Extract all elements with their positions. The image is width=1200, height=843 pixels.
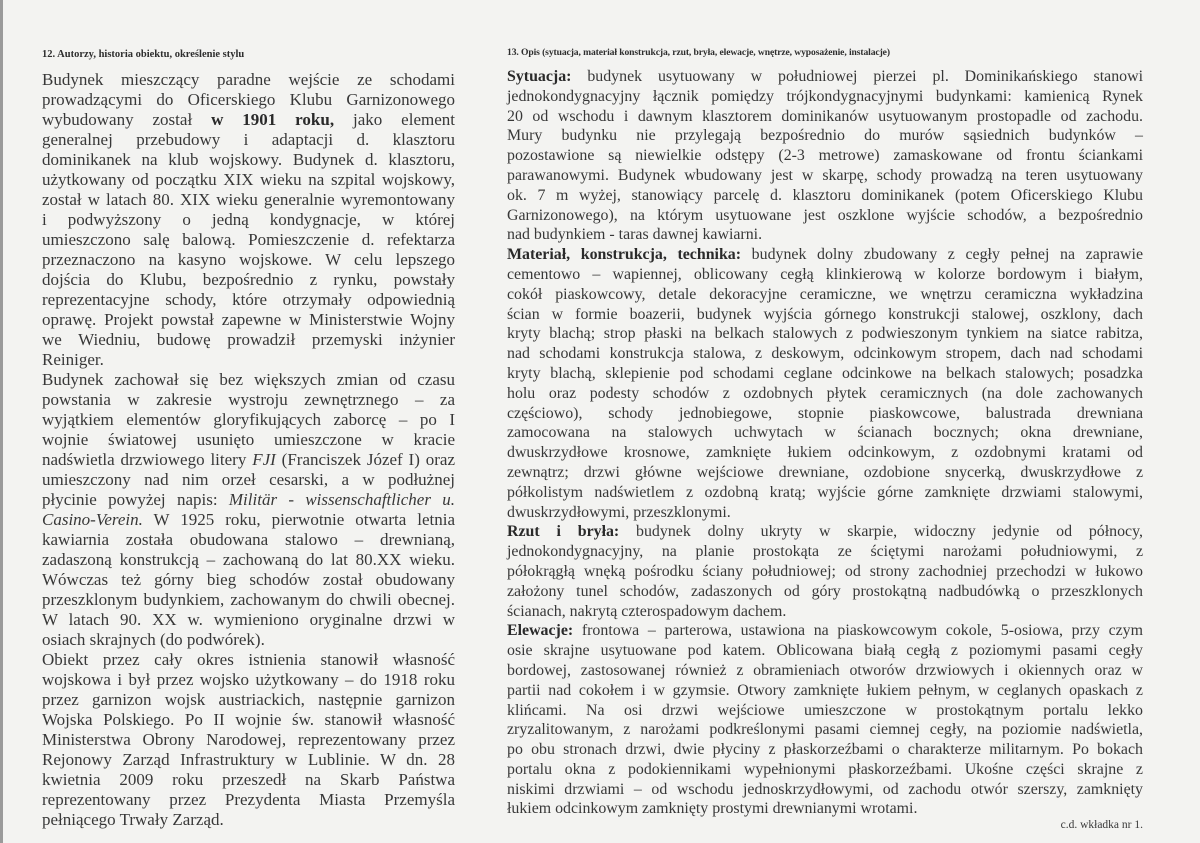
text-segment: łukiem odcinkowym zamknięty prostymi drewnianymi wrotami. [507,800,918,818]
text-line [42,670,455,690]
text-segment: jednokondygnacyjny, na planie prostokąta ze ściętymi narożami południowymi, z [507,543,1143,561]
text-segment: cokół piaskowcowy, detale dekoracyjne ceramiczne, we wnętrzu ceramiczna wykładzina [507,285,1143,303]
text-line [507,542,1143,562]
text-line [507,206,1143,226]
text-segment: Budynek zachował się bez większych zmian od czasu [42,370,455,389]
bold-text: w 1901 roku, [211,110,335,129]
text-segment: częściowo), schody jednobiegowe, stopnie piaskowcowe, balustrada drewniana [507,404,1143,422]
text-line [507,582,1143,602]
text-segment: został w latach 80. XIX wieku generalnie wyremontowany [42,190,455,209]
text-line [507,681,1143,701]
text-segment: zryzalitowanym, z narożami podkreślonymi pasami ciemnej cegły, na poziomie nadświetla, [507,721,1143,739]
text-line [42,90,455,110]
text-segment: płycinie powyżej napis: [42,490,229,509]
text-segment: wyjątkiem elementów gloryfikujących zaborcę – po I [42,410,455,429]
text-segment: kryty blachą, sklepienie pod schodami ceglane odcinkowe na belkach stalowych; posadzka [507,364,1143,382]
text-segment: przez garnizon wojsk austriackich, następnie garnizon [42,690,455,709]
text-segment: klińcami. Na osi drzwi wejściowe umieszczone w prostokątnym portalu lekko [507,701,1143,719]
text-segment: budynek usytuowany w południowej pierzei pl. Dominikańskiego stanowi [571,68,1143,85]
text-line [507,404,1143,424]
text-line [507,780,1143,800]
text-segment: Mury budynku nie przylegają bezpośrednio do murów sąsiednich budynków – [507,127,1143,145]
text-line [42,550,455,570]
text-segment: oprawę. Projekt powstał zapewne w Ministerstwie Wojny [42,310,455,329]
text-segment: półkolistym nadświetlem z ozdobną kratą; wyjście górne zamknięte drzwiami stalowymi, [507,483,1143,501]
text-line [42,290,455,310]
bold-text: Sytuacja: [507,68,572,85]
text-segment: reprezentacyjne schody, które otrzymały odpowiednią [42,290,455,309]
text-segment: holu oraz podesty schodów z ozdobnych płytek ceramicznych (na dole zachowanych [507,384,1143,402]
text-line [42,750,455,770]
text-segment: W latach 90. XX w. wymieniono oryginalne drzwi w [42,610,455,629]
text-line [42,650,455,670]
text-segment: przeszklonym budynkiem, zachowanym do chwili obecnej. [42,590,455,609]
scan-edge [0,0,3,843]
text-line [42,610,455,630]
text-line [507,324,1143,344]
text-line [42,190,455,210]
text-line [507,107,1143,127]
text-line [42,570,455,590]
text-segment: bordowej, zastosowanej również z obramieniach otworów drzwiowych i okiennych oraz w [507,661,1143,679]
text-segment: użytkowany od początku XIX wieku na szpital wojskowy, [42,170,455,189]
text-line [507,265,1143,285]
text-segment: parawanowymi. Budynek wbudowany jest w skarpę, schody prowadzą na teren usytuowany [507,166,1143,184]
text-segment: dominikanek na klub wojskowy. Budynek d. klasztoru, [42,150,455,169]
text-line [507,661,1143,681]
text-segment: osie skrajne usytuowane pod katem. Oblicowana białą cegłą z poziomymi pasami cegły [507,642,1143,660]
text-segment: generalnej przebudowy i adaptacji d. klasztoru [42,130,455,149]
text-line [507,146,1143,166]
text-line [507,720,1143,740]
text-line [42,690,455,710]
text-line [42,250,455,270]
text-segment: (Franciszek Józef I) oraz [275,450,455,469]
text-segment: frontowa – parterowa, ustawiona na piaskowcowym cokole, 5-osiowa, przy czym [573,622,1143,640]
text-line [42,450,455,470]
text-line [507,384,1143,404]
text-line [507,166,1143,186]
text-line [42,70,455,90]
text-segment: zadaszoną konstrukcją – zachowaną do lat 80.XX wieku. [42,550,455,569]
text-segment: Reiniger. [42,350,104,369]
text-line [507,463,1143,483]
text-line [42,590,455,610]
bold-text: Materiał, konstrukcja, technika: [507,246,742,264]
text-segment: Garnizonowego), na którym usytuowane jest oszklone wyjście schodów, a bezpośrednio [507,206,1143,224]
text-line [507,443,1143,463]
text-segment: osiach skrajnych (do podwórek). [42,630,265,649]
text-line [42,170,455,190]
text-segment: niskimi drzwiami – od wschodu jednoskrzydłowymi, od zachodu otwór szerszy, zamknięty [507,780,1143,798]
text-line [507,483,1143,503]
section-12-heading: 12. Autorzy, historia obiektu, określenie stylu [42,49,245,60]
text-segment: zewnątrz; drzwi główne wejściowe drewniane, ozdobione snycerką, dwuskrzydłowe z [507,463,1143,481]
text-line [42,210,455,230]
text-segment: kwietnia 2009 roku przeszedł na Skarb Państwa [42,770,455,789]
text-segment: i podwyższony o jedną kondygnacje, w której [42,210,455,229]
text-segment: założony tunel schodów, zadaszonych od góry prostokątną nadbudówką o przeszklonych [507,582,1143,600]
text-line [507,126,1143,146]
text-segment: Rejonowy Zarząd Infrastruktury w Lublinie. W dn. 28 [42,750,455,769]
text-segment: wojnie światowej usunięto umieszczone w kracie [42,430,455,449]
text-line [42,470,455,490]
text-segment: ścianach, nakrytą czterospadowym dachem. [507,602,787,620]
text-segment: budynek dolny zbudowany z cegły pełnej na zaprawie [741,246,1143,264]
text-line [507,245,1143,265]
text-line [507,87,1143,107]
text-line [42,390,455,410]
text-segment: kryty blachą; strop płaski na belkach stalowych z podwieszonym tynkiem na siatce rabitza, [507,325,1143,343]
text-line [42,370,455,390]
text-segment: ok. 7 m wyżej, stanowiący parcelę d. klasztoru dominikanek (potem Oficerskiego Klubu [507,186,1143,204]
text-segment: ścian w formie boazerii, budynek wyjścia górnego konstrukcji stalowej, oszklony, dach [507,305,1143,323]
text-segment: budynek dolny ukryty w skarpie, widoczny jedynie od północy, [619,523,1143,541]
text-line [507,67,1143,87]
text-segment: Obiekt przez cały okres istnienia stanowił własność [42,650,455,669]
text-line [507,602,1143,622]
text-line [507,760,1143,780]
text-line [42,310,455,330]
text-line [42,490,455,510]
text-segment: dwuskrzydłowe krosnowe, zamknięte łukiem odcinkowym, z ozdobnymi kratami od [507,444,1143,462]
text-segment: dojścia do Klubu, bezpośrednio z rynku, powstały [42,270,455,289]
text-segment: kawiarnia została obudowana stalowo – drewnianą, [42,530,455,549]
italic-text: Militär - wissenschaftlicher u. [228,490,455,509]
text-segment: nad budynkiem - taras dawnej kawiarni. [507,226,763,244]
text-line [42,810,455,830]
text-line [507,305,1143,325]
text-segment: zamocowana na stalowych uchwytach w ścianach bocznych; okna drewniane, [507,424,1143,442]
text-segment: nadświetla drzwiowego litery [42,450,253,469]
text-line [42,350,455,370]
text-line [42,530,455,550]
text-line [507,423,1143,443]
bold-text: Rzut i bryła: [507,523,620,541]
text-line [507,503,1143,523]
section-13-heading: 13. Opis (sytuacja, materiał konstrukcja, rzut, bryła, elewacje, wnętrze, wyposażenie, instalacje) [507,47,890,58]
text-segment: Ministerstwa Obrony Narodowej, reprezentowany przez [42,730,455,749]
text-line [507,621,1143,641]
text-segment: dwuskrzydłowymi, przeszklonymi. [507,503,731,521]
text-line [42,230,455,250]
text-segment: umieszczono salę balową. Pomieszczenie d. refektarza [42,230,455,249]
text-segment: 20 od wschodu i dawnym klasztorem dominikanów usytuowanym prostopadle od zachodu. [507,107,1143,125]
text-segment: wybudowany został [42,110,212,129]
text-segment: pełniącego Trwały Zarząd. [42,810,224,829]
text-line [42,430,455,450]
text-line [42,770,455,790]
continuation-note: c.d. wkładka nr 1. [1060,819,1143,831]
text-line [42,270,455,290]
text-line [507,641,1143,661]
text-segment: portalu okna z podokiennikami wypełnionymi płaskorzeźbami. Ukośne części skrajne z [507,760,1143,778]
text-segment: reprezentowany przez Prezydenta Miasta Przemyśla [42,790,455,809]
text-segment: partii nad cokołem i w gzymsie. Otwory zamknięte łukiem pełnym, w ceglanych opaskach z [507,681,1143,699]
text-line [507,740,1143,760]
text-segment: jednokondygnacyjny łącznik pomiędzy trójkondygnacyjnymi budynkami: kamienicą Rynek [507,87,1143,105]
text-line [507,522,1143,542]
section-12-body [42,70,455,830]
text-line [507,364,1143,384]
text-segment: we Wiedniu, budowę prowadził przemyski inżynier [42,330,455,349]
text-segment: umieszczony nad nim orzeł cesarski, a w podłużnej [42,470,455,489]
text-segment: nad schodami konstrukcja stalowa, z deskowym, odcinkowym stropem, dach nad schodami [507,345,1143,363]
text-line [507,701,1143,721]
text-line [42,130,455,150]
text-line [42,710,455,730]
text-line [507,344,1143,364]
text-line [42,150,455,170]
bold-text: Elewacje: [507,622,574,640]
text-line [507,186,1143,206]
text-line [42,110,455,130]
text-segment: W 1925 roku, pierwotnie otwarta letnia [142,510,455,529]
text-segment: przeznaczono na kasyno wojskowe. W celu lepszego [42,250,455,269]
text-segment: Wojska Polskiego. Po II wojnie św. stanowił własność [42,710,455,729]
text-line [42,330,455,350]
text-line [42,790,455,810]
text-segment: wojskowa i był przez wojsko użytkowany – do 1918 roku [42,670,455,689]
text-segment: powstania w zakresie wystroju zewnętrznego – za [42,390,455,409]
text-line [42,410,455,430]
text-line [507,285,1143,305]
text-segment: pozostawione są niewielkie odstępy (2-3 metrowe) zamaskowane od frontu ściankami [507,147,1143,165]
text-segment: cementowo – wapiennej, oblicowany cegłą klinkierową w kolorze bordowym i białym, [507,265,1143,283]
text-line [42,730,455,750]
text-line [42,510,455,530]
text-line [42,630,455,650]
text-segment: Wówczas też górny bieg schodów został obudowany [42,570,455,589]
text-segment: prowadzącymi do Oficerskiego Klubu Garnizonowego [42,90,455,109]
text-segment: jako element [334,110,455,129]
text-line [507,799,1143,819]
text-segment: Budynek mieszczący paradne wejście ze schodami [42,70,455,89]
text-line [507,225,1143,245]
italic-text: FJI [252,450,276,469]
text-segment: po obu stronach drzwi, dwie płyciny z płaskorzeźbami o charakterze militarnym. Po bokach [507,741,1143,759]
text-line [507,562,1143,582]
section-13-body [507,67,1143,819]
italic-text: Casino-Verein. [42,510,143,529]
text-segment: półokrągłą wnęką pośrodku ściany południowej; od strony zachodniej przechodzi w łukowo [507,562,1143,580]
